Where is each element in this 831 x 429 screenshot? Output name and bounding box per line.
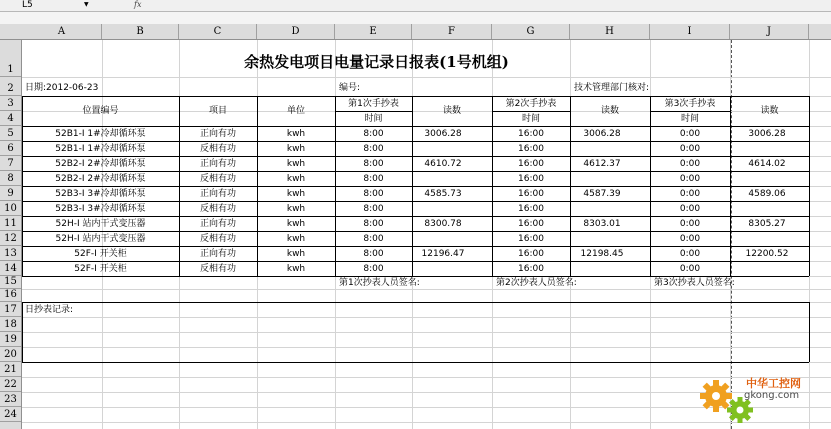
review-label: 技术管理部门核对: bbox=[574, 83, 650, 93]
row-header-17[interactable]: 17 bbox=[0, 302, 21, 317]
time2-cell: 16:00 bbox=[518, 189, 544, 199]
time2-cell: 16:00 bbox=[518, 159, 544, 169]
cell-border bbox=[22, 171, 809, 172]
item-cell: 正向有功 bbox=[199, 159, 236, 169]
time3-cell: 0:00 bbox=[679, 249, 701, 259]
time1-cell: 8:00 bbox=[363, 159, 384, 169]
column-header-c[interactable]: C bbox=[179, 24, 257, 39]
cell-border bbox=[335, 111, 412, 112]
cell-border bbox=[809, 302, 810, 362]
watermark-title: 中华工控网 bbox=[746, 377, 801, 390]
row-header-13[interactable]: 13 bbox=[0, 246, 21, 261]
gridline bbox=[22, 289, 831, 290]
notes-label: 日抄表记录: bbox=[25, 305, 74, 315]
reading2-cell: 8303.01 bbox=[583, 219, 621, 229]
time2-cell: 16:00 bbox=[518, 234, 544, 244]
column-header-a[interactable]: A bbox=[22, 24, 102, 39]
cell-border bbox=[22, 141, 809, 142]
unit-cell: kwh bbox=[286, 264, 306, 274]
row-header-18[interactable]: 18 bbox=[0, 317, 21, 332]
header-time1: 时间 bbox=[364, 114, 383, 124]
time1-cell: 8:00 bbox=[363, 234, 384, 244]
header-reading3: 读数 bbox=[760, 106, 779, 116]
item-cell: 反相有功 bbox=[199, 264, 236, 274]
reading2-cell: 3006.28 bbox=[583, 129, 621, 139]
cell-border bbox=[22, 246, 809, 247]
row-header-6[interactable]: 6 bbox=[0, 141, 21, 156]
name-box[interactable]: L5 bbox=[22, 0, 33, 10]
header-item: 项目 bbox=[208, 106, 227, 116]
item-cell: 正向有功 bbox=[199, 249, 236, 259]
unit-cell: kwh bbox=[286, 249, 306, 259]
item-cell: 反相有功 bbox=[199, 204, 236, 214]
time3-cell: 0:00 bbox=[679, 264, 701, 274]
dropdown-arrow-icon[interactable]: ▼ bbox=[84, 1, 89, 8]
time2-cell: 16:00 bbox=[518, 129, 544, 139]
time3-cell: 0:00 bbox=[679, 129, 701, 139]
cell-border bbox=[809, 96, 810, 276]
position-cell: 52H-Ⅰ 站内干式变压器 bbox=[55, 219, 146, 229]
column-header-h[interactable]: H bbox=[570, 24, 650, 39]
item-cell: 正向有功 bbox=[199, 189, 236, 199]
cell-border bbox=[570, 96, 571, 276]
row-header-14[interactable]: 14 bbox=[0, 261, 21, 276]
header-copy2: 第2次手抄表 bbox=[505, 99, 557, 109]
number-label: 编号: bbox=[339, 83, 361, 93]
time1-cell: 8:00 bbox=[363, 144, 384, 154]
cell-border bbox=[22, 96, 809, 97]
gridline bbox=[22, 77, 831, 78]
time2-cell: 16:00 bbox=[518, 204, 544, 214]
time3-cell: 0:00 bbox=[679, 219, 701, 229]
column-header-g[interactable]: G bbox=[492, 24, 570, 39]
time2-cell: 16:00 bbox=[518, 174, 544, 184]
time1-cell: 8:00 bbox=[363, 264, 384, 274]
item-cell: 反相有功 bbox=[199, 144, 236, 154]
unit-cell: kwh bbox=[286, 234, 306, 244]
reading3-cell: 8305.27 bbox=[748, 219, 786, 229]
unit-cell: kwh bbox=[286, 219, 306, 229]
cell-border bbox=[22, 261, 809, 262]
row-header-5[interactable]: 5 bbox=[0, 126, 21, 141]
signer-1: 第1次抄表人员签名: bbox=[339, 278, 420, 288]
time1-cell: 8:00 bbox=[363, 129, 384, 139]
time1-cell: 8:00 bbox=[363, 204, 384, 214]
time2-cell: 16:00 bbox=[518, 249, 544, 259]
row-header-3[interactable]: 3 bbox=[0, 96, 21, 111]
row-header-19[interactable]: 19 bbox=[0, 332, 21, 347]
item-cell: 正向有功 bbox=[199, 129, 236, 139]
position-cell: 52B3-Ⅰ 3#冷却循环泵 bbox=[55, 189, 146, 199]
item-cell: 反相有功 bbox=[199, 174, 236, 184]
unit-cell: kwh bbox=[286, 144, 306, 154]
cell-border bbox=[22, 231, 809, 232]
worksheet-grid[interactable] bbox=[22, 40, 831, 429]
header-reading1: 读数 bbox=[442, 106, 461, 116]
header-time3: 时间 bbox=[680, 114, 699, 124]
cell-border bbox=[22, 302, 809, 303]
row-header-9[interactable]: 9 bbox=[0, 186, 21, 201]
unit-cell: kwh bbox=[286, 159, 306, 169]
gridline bbox=[22, 332, 831, 333]
row-header-4[interactable]: 4 bbox=[0, 111, 21, 126]
time3-cell: 0:00 bbox=[679, 159, 701, 169]
time3-cell: 0:00 bbox=[679, 189, 701, 199]
unit-cell: kwh bbox=[286, 189, 306, 199]
fx-icon[interactable]: fx bbox=[134, 0, 142, 9]
signer-2: 第2次抄表人员签名: bbox=[496, 278, 577, 288]
time2-cell: 16:00 bbox=[518, 219, 544, 229]
position-cell: 52F-Ⅰ 开关柜 bbox=[74, 264, 127, 274]
signer-3: 第3次抄表人员签名: bbox=[654, 278, 735, 288]
cell-border bbox=[22, 186, 809, 187]
column-header-b[interactable]: B bbox=[102, 24, 179, 39]
reading2-cell: 4612.37 bbox=[583, 159, 621, 169]
column-header-e[interactable]: E bbox=[335, 24, 412, 39]
reading1-cell: 4585.73 bbox=[424, 189, 462, 199]
time1-cell: 8:00 bbox=[363, 219, 384, 229]
row-header-24[interactable]: 24 bbox=[0, 407, 21, 422]
time3-cell: 0:00 bbox=[679, 174, 701, 184]
position-cell: 52B2-Ⅰ 2#冷却循环泵 bbox=[55, 174, 146, 184]
cell-border bbox=[650, 111, 730, 112]
column-header-i[interactable]: I bbox=[650, 24, 730, 39]
gridline bbox=[22, 317, 831, 318]
unit-cell: kwh bbox=[286, 204, 306, 214]
reading3-cell: 4614.02 bbox=[748, 159, 786, 169]
row-header-20[interactable]: 20 bbox=[0, 347, 21, 362]
report-title: 余热发电项目电量记录日报表(1号机组) bbox=[244, 53, 509, 71]
formula-bar bbox=[0, 0, 831, 12]
date-label: 日期:2012-06-23 bbox=[25, 83, 99, 93]
row-header-21[interactable]: 21 bbox=[0, 362, 21, 377]
column-header-bar bbox=[0, 24, 831, 40]
row-header-1[interactable]: 1 bbox=[0, 40, 21, 77]
reading1-cell: 8300.78 bbox=[424, 219, 462, 229]
cell-border bbox=[22, 302, 23, 362]
time3-cell: 0:00 bbox=[679, 234, 701, 244]
position-cell: 52F-Ⅰ 开关柜 bbox=[74, 249, 127, 259]
position-cell: 52B1-Ⅰ 1#冷却循环泵 bbox=[55, 144, 146, 154]
cell-border bbox=[22, 156, 809, 157]
row-header-23[interactable]: 23 bbox=[0, 392, 21, 407]
reading1-cell: 4610.72 bbox=[424, 159, 462, 169]
position-cell: 52B3-Ⅰ 3#冷却循环泵 bbox=[55, 204, 146, 214]
reading3-cell: 3006.28 bbox=[748, 129, 786, 139]
cell-border bbox=[22, 201, 809, 202]
reading2-cell: 12198.45 bbox=[580, 249, 624, 259]
position-cell: 52B2-Ⅰ 2#冷却循环泵 bbox=[55, 159, 146, 169]
item-cell: 正向有功 bbox=[199, 219, 236, 229]
cell-border bbox=[730, 96, 731, 276]
unit-cell: kwh bbox=[286, 129, 306, 139]
reading2-cell: 4587.39 bbox=[583, 189, 621, 199]
row-header-10[interactable]: 10 bbox=[0, 201, 21, 216]
position-cell: 52B1-Ⅰ 1#冷却循环泵 bbox=[55, 129, 146, 139]
header-copy3: 第3次手抄表 bbox=[664, 99, 716, 109]
row-header-7[interactable]: 7 bbox=[0, 156, 21, 171]
time1-cell: 8:00 bbox=[363, 189, 384, 199]
reading3-cell: 12200.52 bbox=[745, 249, 789, 259]
row-header-15[interactable]: 15 bbox=[0, 276, 21, 289]
time1-cell: 8:00 bbox=[363, 249, 384, 259]
cell-border bbox=[22, 216, 809, 217]
row-header-12[interactable]: 12 bbox=[0, 231, 21, 246]
unit-cell: kwh bbox=[286, 174, 306, 184]
row-header-8[interactable]: 8 bbox=[0, 171, 21, 186]
position-cell: 52H-Ⅰ 站内干式变压器 bbox=[55, 234, 146, 244]
column-header-d[interactable]: D bbox=[257, 24, 335, 39]
cell-border bbox=[22, 126, 809, 127]
row-header-11[interactable]: 11 bbox=[0, 216, 21, 231]
watermark-url: gkong.com bbox=[744, 390, 800, 401]
reading1-cell: 12196.47 bbox=[421, 249, 465, 259]
item-cell: 反相有功 bbox=[199, 234, 236, 244]
time2-cell: 16:00 bbox=[518, 144, 544, 154]
row-header-22[interactable]: 22 bbox=[0, 377, 21, 392]
row-header-bar bbox=[0, 40, 22, 429]
time3-cell: 0:00 bbox=[679, 144, 701, 154]
header-reading2: 读数 bbox=[600, 106, 619, 116]
header-time2: 时间 bbox=[521, 114, 540, 124]
column-header-j[interactable]: J bbox=[730, 24, 809, 39]
time1-cell: 8:00 bbox=[363, 174, 384, 184]
header-unit: 单位 bbox=[286, 106, 305, 116]
column-header-f[interactable]: F bbox=[412, 24, 492, 39]
toolbar-gap bbox=[0, 12, 831, 24]
cell-border bbox=[492, 111, 570, 112]
header-position: 位置编号 bbox=[82, 106, 119, 116]
time2-cell: 16:00 bbox=[518, 264, 544, 274]
cell-border bbox=[22, 362, 809, 363]
reading1-cell: 3006.28 bbox=[424, 129, 462, 139]
reading3-cell: 4589.06 bbox=[748, 189, 786, 199]
row-header-2[interactable]: 2 bbox=[0, 77, 21, 96]
header-copy1: 第1次手抄表 bbox=[348, 99, 399, 109]
row-header-16[interactable]: 16 bbox=[0, 289, 21, 302]
time3-cell: 0:00 bbox=[679, 204, 701, 214]
page-break-line bbox=[731, 40, 732, 429]
cell-border bbox=[412, 96, 413, 276]
gridline bbox=[22, 347, 831, 348]
